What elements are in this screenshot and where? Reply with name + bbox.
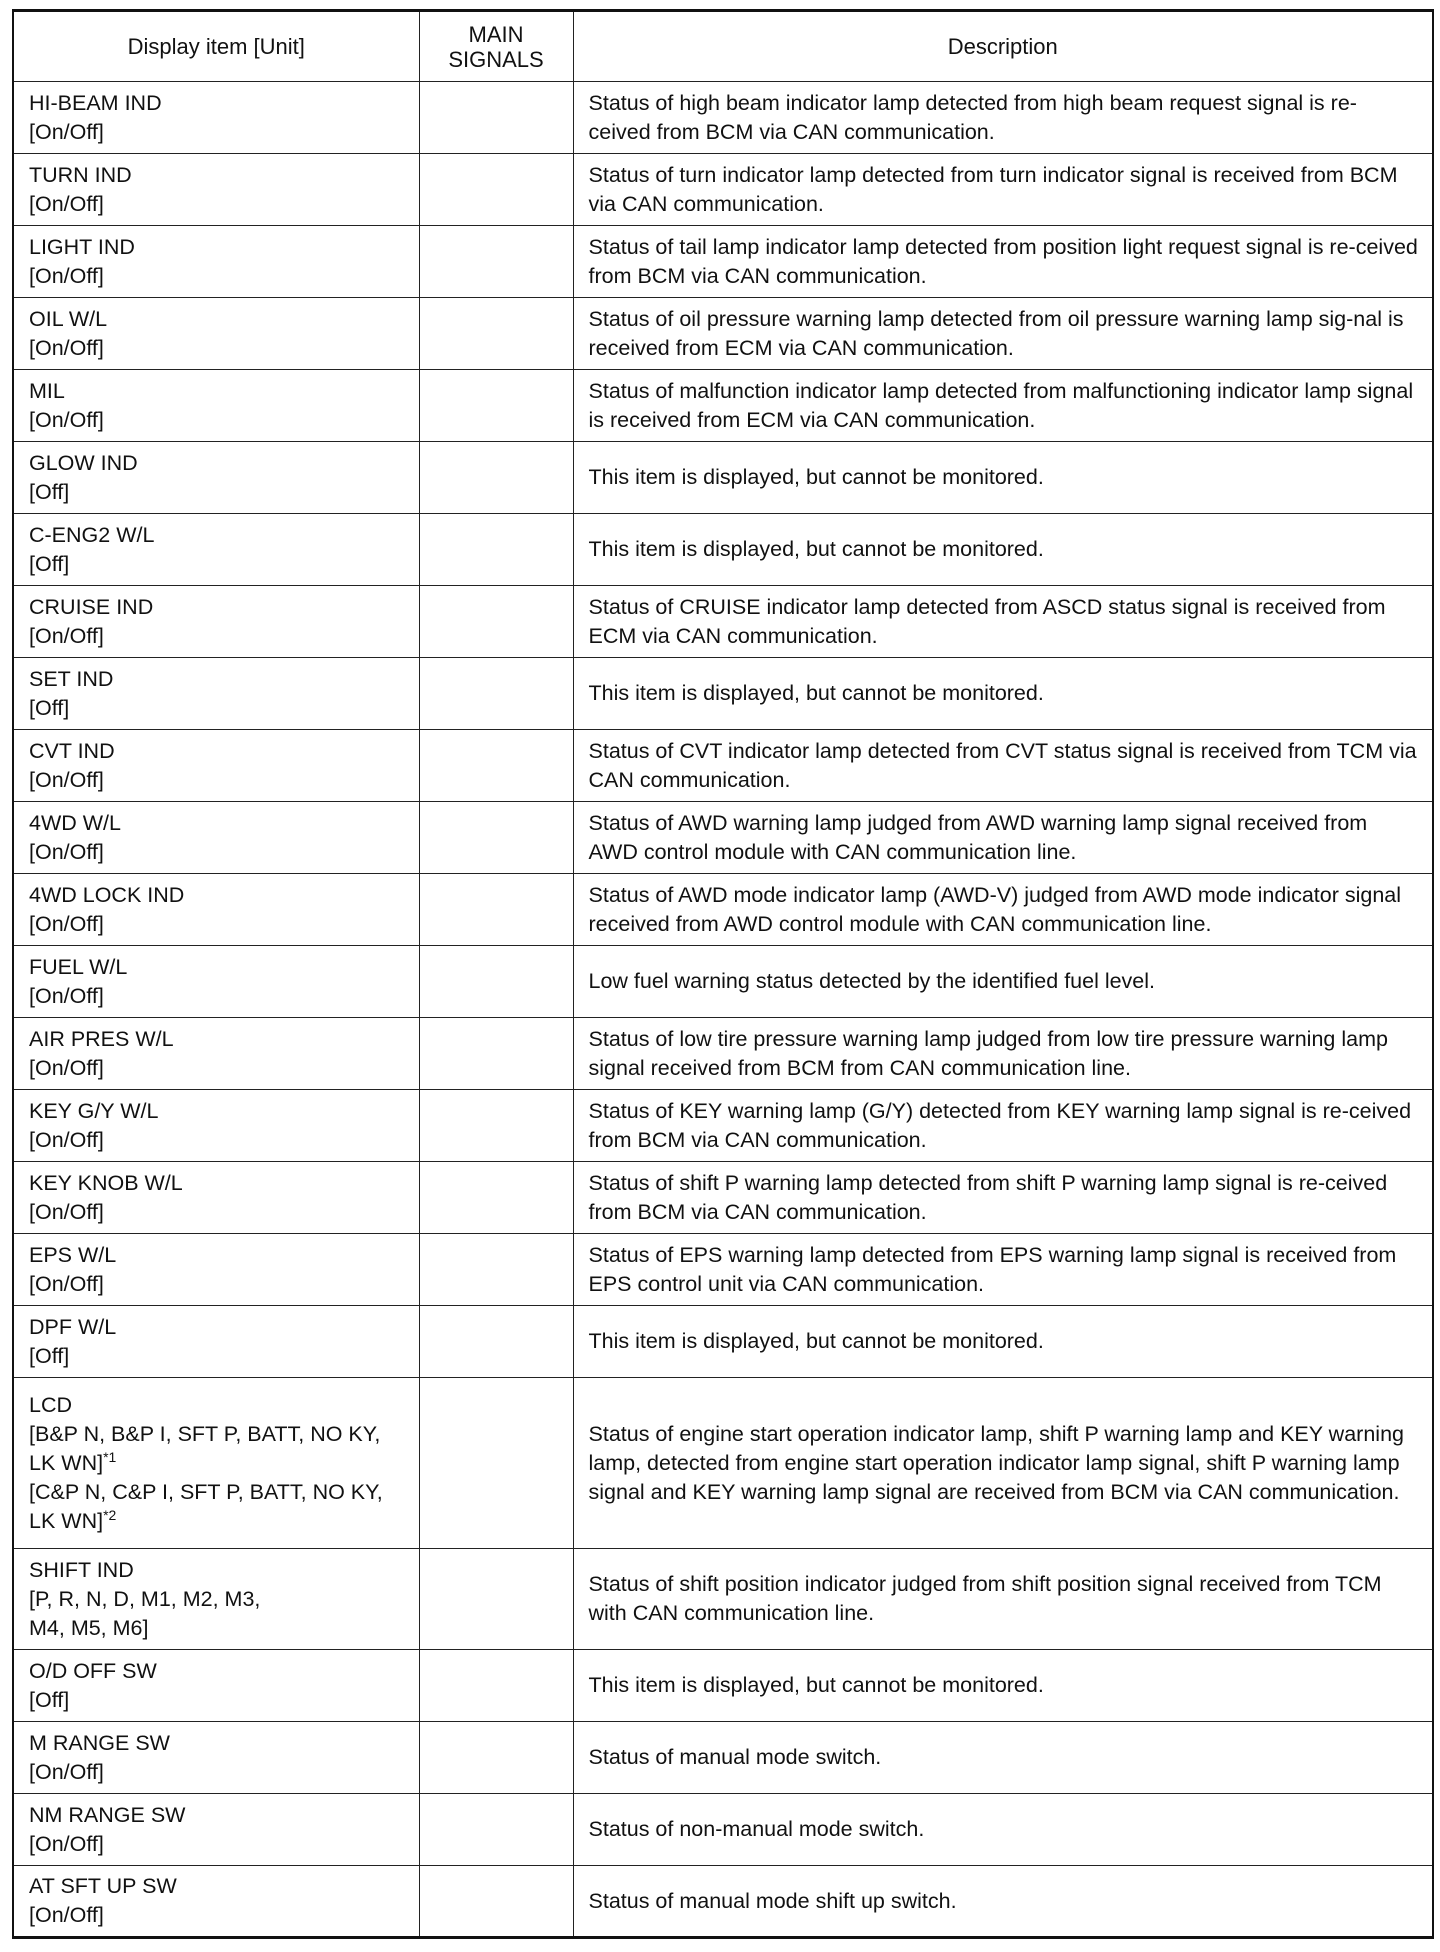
- item-unit: [On/Off]: [29, 1127, 104, 1152]
- description-cell: This item is displayed, but cannot be monitored.: [573, 1650, 1433, 1722]
- item-unit: [On/Off]: [29, 623, 104, 648]
- table-row: [13, 946, 1433, 1018]
- item-name: SHIFT IND: [29, 1557, 134, 1582]
- table-row: [13, 442, 1433, 514]
- display-item-cell: [13, 154, 419, 226]
- table-row: [13, 82, 1433, 154]
- description-cell: Status of CRUISE indicator lamp detected from ASCD status signal is received from ECM via CAN communication.: [573, 586, 1433, 658]
- header-description: Description: [573, 11, 1433, 82]
- main-signals-cell: [419, 658, 573, 730]
- display-item-cell: [13, 1234, 419, 1306]
- main-signals-cell: [419, 946, 573, 1018]
- item-unit: [On/Off]: [29, 1903, 104, 1927]
- item-name: KEY KNOB W/L: [29, 1170, 183, 1195]
- description-cell: Status of shift P warning lamp detected from shift P warning lamp signal is re-ceived from BCM via CAN communication.: [573, 1162, 1433, 1234]
- description-cell: Status of EPS warning lamp detected from EPS warning lamp signal is received from EPS control unit via CAN communication.: [573, 1234, 1433, 1306]
- main-signals-cell: [419, 802, 573, 874]
- item-unit-line1: [P, R, N, D, M1, M2, M3,: [29, 1586, 261, 1611]
- description-cell: This item is displayed, but cannot be monitored.: [573, 442, 1433, 514]
- item-name: NM RANGE SW: [29, 1802, 186, 1827]
- main-signals-cell: [419, 1866, 573, 1938]
- main-signals-cell: [419, 82, 573, 154]
- item-unit: [On/Off]: [29, 1759, 104, 1784]
- item-unit-variant-2-line1: [C&P N, C&P I, SFT P, BATT, NO KY,: [29, 1479, 383, 1504]
- display-item-cell: [13, 874, 419, 946]
- item-name: C-ENG2 W/L: [29, 522, 155, 547]
- item-name: KEY G/Y W/L: [29, 1098, 159, 1123]
- item-name: 4WD W/L: [29, 810, 121, 835]
- header-row: [13, 11, 1433, 82]
- display-item-cell: [13, 1162, 419, 1234]
- item-unit: [On/Off]: [29, 767, 104, 792]
- table-row: [13, 1306, 1433, 1378]
- description-cell: Status of CVT indicator lamp detected from CVT status signal is received from TCM via CAN communication.: [573, 730, 1433, 802]
- main-signals-cell: [419, 514, 573, 586]
- item-unit: [On/Off]: [29, 407, 104, 432]
- main-signals-cell: [419, 442, 573, 514]
- table-row: [13, 370, 1433, 442]
- main-signals-cell: [419, 370, 573, 442]
- item-name: MIL: [29, 378, 65, 403]
- display-item-cell: [13, 226, 419, 298]
- item-unit: [On/Off]: [29, 1271, 104, 1296]
- item-name: 4WD LOCK IND: [29, 882, 185, 907]
- item-unit: [Off]: [29, 1687, 70, 1712]
- display-item-cell: [13, 802, 419, 874]
- display-item-cell: [13, 586, 419, 658]
- table-row: [13, 802, 1433, 874]
- main-signals-cell: [419, 586, 573, 658]
- item-unit: [Off]: [29, 1343, 70, 1368]
- main-signals-cell: [419, 1794, 573, 1866]
- main-signals-cell: [419, 226, 573, 298]
- item-unit: [Off]: [29, 551, 70, 576]
- description-cell: Status of non-manual mode switch.: [573, 1794, 1433, 1866]
- main-signals-cell: [419, 1090, 573, 1162]
- item-unit-variant-2-line2: [29, 1507, 409, 1536]
- display-item-cell: [13, 298, 419, 370]
- header-main-signals: [419, 11, 573, 82]
- description-cell: This item is displayed, but cannot be monitored.: [573, 514, 1433, 586]
- item-name: DPF W/L: [29, 1314, 117, 1339]
- description-cell: Status of KEY warning lamp (G/Y) detected from KEY warning lamp signal is re-ceived from BCM via CAN communication.: [573, 1090, 1433, 1162]
- main-signals-cell: [419, 1162, 573, 1234]
- header-display-item: Display item [Unit]: [13, 11, 419, 82]
- item-unit: [Off]: [29, 695, 70, 720]
- table-row: [13, 1378, 1433, 1549]
- main-signals-cell: [419, 1378, 573, 1549]
- item-name: GLOW IND: [29, 450, 138, 475]
- item-unit-variant-1-line1: [B&P N, B&P I, SFT P, BATT, NO KY,: [29, 1421, 381, 1446]
- display-item-cell: [13, 946, 419, 1018]
- display-item-cell: [13, 1378, 419, 1549]
- item-name: EPS W/L: [29, 1242, 117, 1267]
- item-name: LCD: [29, 1392, 73, 1417]
- display-item-cell: [13, 658, 419, 730]
- item-name: LIGHT IND: [29, 234, 135, 259]
- display-item-cell: [13, 1018, 419, 1090]
- main-signals-cell: [419, 298, 573, 370]
- table-row: [13, 1234, 1433, 1306]
- header-main-signals-line2: SIGNALS: [448, 46, 544, 72]
- footnote-marker-2: *2: [103, 1506, 117, 1523]
- display-item-cell: [13, 1306, 419, 1378]
- table-row: [13, 1794, 1433, 1866]
- main-signals-cell: [419, 154, 573, 226]
- description-cell: Status of engine start operation indicator lamp, shift P warning lamp and KEY warning lamp, detected from engine start operation indicator lamp signal, shift P warning lamp signal and KEY warning lamp signal are received from BCM via CAN communication.: [573, 1378, 1433, 1549]
- description-cell: Status of high beam indicator lamp detected from high beam request signal is re-ceived from BCM via CAN communication.: [573, 82, 1433, 154]
- item-name: HI-BEAM IND: [29, 90, 162, 115]
- display-item-cell: [13, 1794, 419, 1866]
- item-unit-line2: M4, M5, M6]: [29, 1615, 149, 1640]
- table-row: [13, 1866, 1433, 1938]
- table-row: [13, 1090, 1433, 1162]
- item-name: OIL W/L: [29, 306, 108, 331]
- display-item-cell: [13, 730, 419, 802]
- display-item-cell: [13, 514, 419, 586]
- item-name: M RANGE SW: [29, 1730, 170, 1755]
- display-item-cell: [13, 1090, 419, 1162]
- display-item-cell: [13, 442, 419, 514]
- item-name: FUEL W/L: [29, 954, 128, 979]
- main-signals-cell: [419, 1306, 573, 1378]
- display-item-table: [12, 9, 1434, 1939]
- item-name: TURN IND: [29, 162, 132, 187]
- item-unit: [On/Off]: [29, 119, 104, 144]
- table-row: [13, 154, 1433, 226]
- description-cell: Status of low tire pressure warning lamp judged from low tire pressure warning lamp signal received from BCM from CAN communication line.: [573, 1018, 1433, 1090]
- description-cell: Status of manual mode switch.: [573, 1722, 1433, 1794]
- table-row: [13, 874, 1433, 946]
- item-unit: [Off]: [29, 479, 70, 504]
- description-cell: Status of AWD warning lamp judged from AWD warning lamp signal received from AWD control module with CAN communication line.: [573, 802, 1433, 874]
- display-item-cell: [13, 370, 419, 442]
- table-row: [13, 1162, 1433, 1234]
- description-cell: Status of shift position indicator judged from shift position signal received from TCM with CAN communication line.: [573, 1549, 1433, 1650]
- item-unit: [On/Off]: [29, 911, 104, 936]
- description-cell: This item is displayed, but cannot be monitored.: [573, 1306, 1433, 1378]
- description-cell: Status of manual mode shift up switch.: [573, 1866, 1433, 1938]
- table-row: [13, 730, 1433, 802]
- display-item-cell: [13, 1866, 419, 1938]
- display-item-cell: [13, 1722, 419, 1794]
- display-item-cell: [13, 1549, 419, 1650]
- item-unit: [On/Off]: [29, 1199, 104, 1224]
- item-name: SET IND: [29, 666, 114, 691]
- main-signals-cell: [419, 1650, 573, 1722]
- item-unit: [On/Off]: [29, 1831, 104, 1856]
- table-row: [13, 658, 1433, 730]
- item-name: AT SFT UP SW: [29, 1874, 177, 1898]
- item-unit-variant-2-text: LK WN]: [29, 1508, 104, 1533]
- item-unit: [On/Off]: [29, 839, 104, 864]
- main-signals-cell: [419, 730, 573, 802]
- main-signals-cell: [419, 1722, 573, 1794]
- description-cell: Status of turn indicator lamp detected from turn indicator signal is received from BCM via CAN communication.: [573, 154, 1433, 226]
- item-unit: [On/Off]: [29, 263, 104, 288]
- header-main-signals-line1: MAIN: [468, 21, 524, 47]
- description-cell: Status of AWD mode indicator lamp (AWD-V) judged from AWD mode indicator signal received from AWD control module with CAN communication line.: [573, 874, 1433, 946]
- footnote-marker-1: *1: [103, 1448, 117, 1465]
- display-item-cell: [13, 82, 419, 154]
- item-unit: [On/Off]: [29, 335, 104, 360]
- item-unit: [On/Off]: [29, 983, 104, 1008]
- item-name: AIR PRES W/L: [29, 1026, 174, 1051]
- description-cell: Status of malfunction indicator lamp detected from malfunctioning indicator lamp signal is received from ECM via CAN communication.: [573, 370, 1433, 442]
- description-cell: Status of tail lamp indicator lamp detected from position light request signal is re-ceived from BCM via CAN communication.: [573, 226, 1433, 298]
- main-signals-cell: [419, 1018, 573, 1090]
- description-cell: Low fuel warning status detected by the identified fuel level.: [573, 946, 1433, 1018]
- main-signals-cell: [419, 874, 573, 946]
- item-name: O/D OFF SW: [29, 1658, 157, 1683]
- item-name: CVT IND: [29, 738, 115, 763]
- display-item-cell: [13, 1650, 419, 1722]
- item-unit: [On/Off]: [29, 1055, 104, 1080]
- description-cell: Status of oil pressure warning lamp detected from oil pressure warning lamp sig-nal is received from ECM via CAN communication.: [573, 298, 1433, 370]
- main-signals-cell: [419, 1549, 573, 1650]
- table-row: [13, 514, 1433, 586]
- table-row: [13, 1549, 1433, 1650]
- item-unit-variant-1-text: LK WN]: [29, 1450, 104, 1475]
- table-row: [13, 1018, 1433, 1090]
- table-row: [13, 298, 1433, 370]
- item-name: CRUISE IND: [29, 594, 154, 619]
- table-row: [13, 586, 1433, 658]
- table-row: [13, 226, 1433, 298]
- main-signals-cell: [419, 1234, 573, 1306]
- item-unit-variant-1-line2: [29, 1449, 409, 1478]
- table-row: [13, 1650, 1433, 1722]
- item-unit: [On/Off]: [29, 191, 104, 216]
- table-row: [13, 1722, 1433, 1794]
- description-cell: This item is displayed, but cannot be monitored.: [573, 658, 1433, 730]
